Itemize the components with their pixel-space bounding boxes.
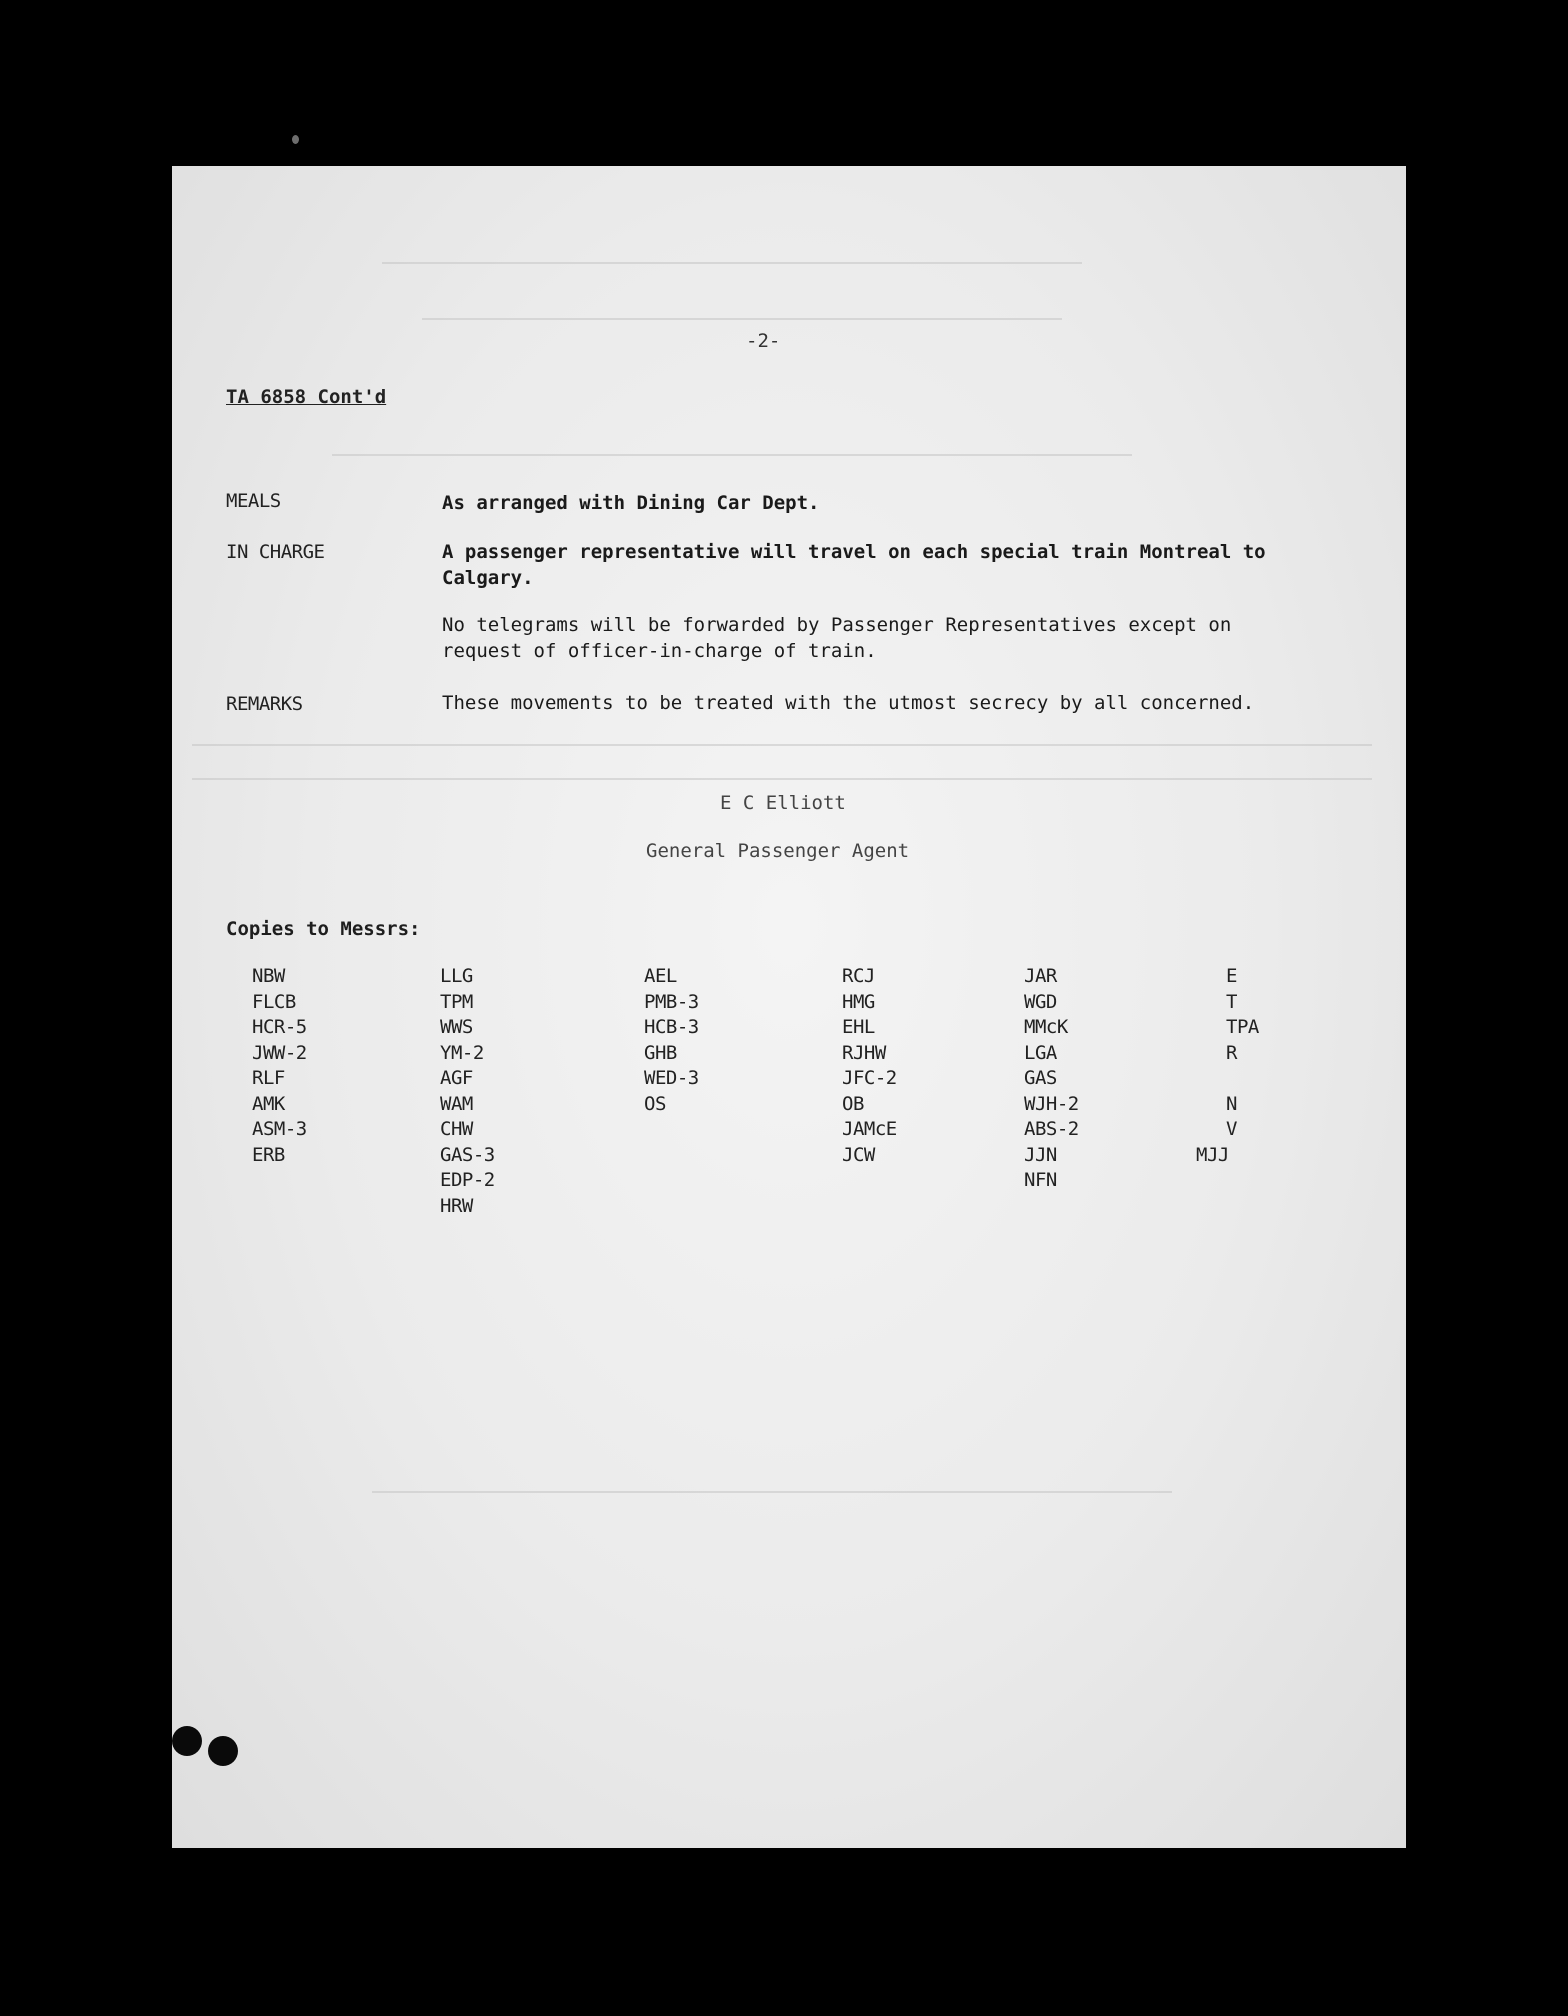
in-charge-paragraph-1: A passenger representative will travel on each special train Montreal to Calgary. <box>442 541 1266 589</box>
copy-recipient: GAS <box>1024 1067 1057 1089</box>
meals-label: MEALS <box>226 490 281 512</box>
copy-recipient: NBW <box>252 965 285 987</box>
bleed-through-line <box>422 318 1062 320</box>
copy-recipient: RCJ <box>842 965 875 987</box>
remarks-text: These movements to be treated with the utmost secrecy by all concerned. <box>442 692 1255 714</box>
document-reference-title: TA 6858 Cont'd <box>226 386 387 408</box>
copies-column-1 <box>252 964 307 1168</box>
bleed-through-line <box>332 454 1132 456</box>
copy-recipient: MMcK <box>1024 1016 1068 1038</box>
copy-recipient: AGF <box>440 1067 473 1089</box>
copy-recipient: AMK <box>252 1092 285 1115</box>
copy-recipient: V <box>1226 1118 1237 1140</box>
copy-recipient: FLCB <box>252 990 296 1013</box>
punch-hole <box>208 1736 238 1766</box>
copy-recipient: WJH-2 <box>1024 1092 1079 1115</box>
copy-recipient: YM-2 <box>440 1041 484 1064</box>
copy-recipient: E <box>1226 965 1237 987</box>
copy-recipient: WED-3 <box>644 1067 699 1089</box>
copy-recipient: EHL <box>842 1016 875 1038</box>
copies-column-3 <box>644 964 699 1117</box>
copy-recipient <box>1196 1066 1259 1092</box>
bleed-through-line <box>372 1491 1172 1493</box>
copy-recipient: R <box>1226 1041 1237 1064</box>
copy-recipient: TPM <box>440 990 473 1013</box>
bleed-through-line <box>192 744 1372 746</box>
copy-recipient: ABS-2 <box>1024 1118 1079 1140</box>
copy-recipient: WWS <box>440 1016 473 1038</box>
copy-recipient: GHB <box>644 1041 677 1064</box>
copy-recipient: MJJ <box>1196 1143 1229 1166</box>
bleed-through-line <box>192 778 1372 780</box>
signatory-name: E C Elliott <box>720 792 846 814</box>
copies-column-6 <box>1196 964 1259 1168</box>
copy-recipient: JAMcE <box>842 1118 897 1140</box>
copy-recipient: RJHW <box>842 1041 886 1064</box>
copy-recipient: PMB-3 <box>644 990 699 1013</box>
copy-recipient: WAM <box>440 1092 473 1115</box>
copies-column-4 <box>842 964 897 1168</box>
copy-recipient: LLG <box>440 965 473 987</box>
copy-recipient: JAR <box>1024 965 1057 987</box>
in-charge-label: IN CHARGE <box>226 541 325 563</box>
copies-column-5 <box>1024 964 1079 1194</box>
copy-recipient: AEL <box>644 965 677 987</box>
in-charge-paragraph-2: No telegrams will be forwarded by Passenger Representatives except on request of officer-in-charge of train. <box>442 614 1232 662</box>
copy-recipient: TPA <box>1226 1016 1259 1038</box>
copy-recipient: HMG <box>842 990 875 1013</box>
copy-recipient: OB <box>842 1092 864 1115</box>
document-page <box>172 166 1406 1848</box>
copy-recipient: OS <box>644 1092 666 1115</box>
copy-recipient: JCW <box>842 1143 875 1166</box>
meals-text: As arranged with Dining Car Dept. <box>442 492 820 514</box>
copy-recipient: NFN <box>1024 1169 1057 1191</box>
copy-recipient: ASM-3 <box>252 1118 307 1140</box>
copy-recipient: EDP-2 <box>440 1169 495 1191</box>
copy-recipient: N <box>1226 1092 1237 1115</box>
copy-recipient: GAS-3 <box>440 1143 495 1166</box>
copy-recipient: JFC-2 <box>842 1067 897 1089</box>
copies-column-2 <box>440 964 495 1219</box>
copy-recipient: HCR-5 <box>252 1016 307 1038</box>
copy-recipient: HCB-3 <box>644 1016 699 1038</box>
bleed-through-line <box>382 262 1082 264</box>
copy-recipient: RLF <box>252 1067 285 1089</box>
remarks-label: REMARKS <box>226 693 303 715</box>
punch-hole <box>172 1726 202 1756</box>
copy-recipient: LGA <box>1024 1041 1057 1064</box>
copy-recipient: HRW <box>440 1194 473 1217</box>
copy-recipient: ERB <box>252 1143 285 1166</box>
signatory-title: General Passenger Agent <box>646 840 910 862</box>
dust-speck <box>292 135 299 144</box>
copy-recipient: JWW-2 <box>252 1041 307 1064</box>
copy-recipient: CHW <box>440 1118 473 1140</box>
page-number: -2- <box>746 330 781 352</box>
copy-recipient: WGD <box>1024 990 1057 1013</box>
copies-label: Copies to Messrs: <box>226 918 421 940</box>
copy-recipient: T <box>1226 990 1237 1013</box>
copy-recipient: JJN <box>1024 1143 1057 1166</box>
